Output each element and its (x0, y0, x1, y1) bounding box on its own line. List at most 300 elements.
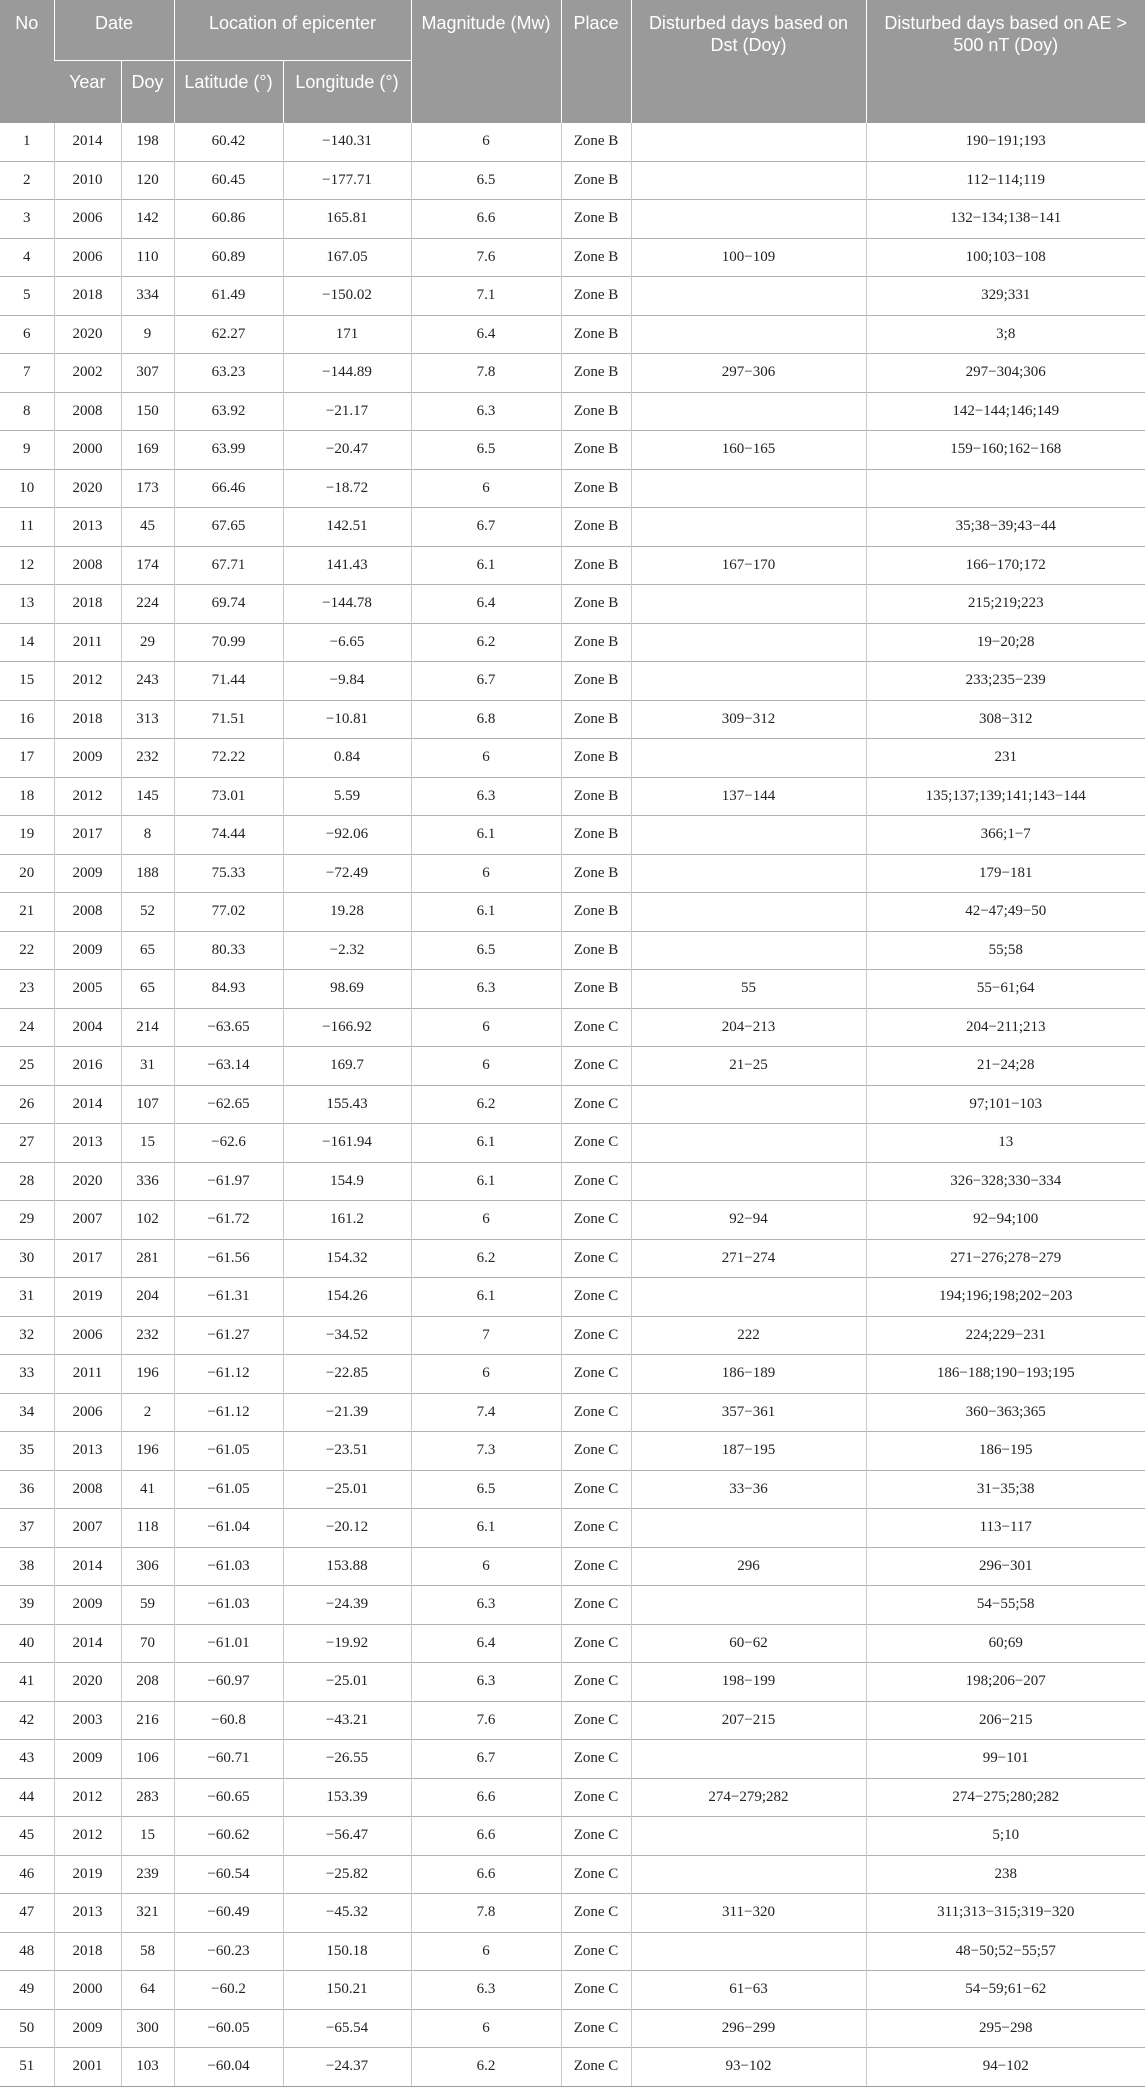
cell-longitude: 154.26 (283, 1278, 411, 1317)
cell-magnitude: 6.6 (411, 1855, 561, 1894)
cell-magnitude: 6.6 (411, 1817, 561, 1856)
cell-dst-days (631, 1586, 866, 1625)
cell-latitude: 60.86 (174, 200, 283, 239)
header-no: No (0, 0, 54, 123)
cell-dst-days: 222 (631, 1316, 866, 1355)
cell-ae-days: 204−211;213 (866, 1008, 1145, 1047)
cell-ae-days: 92−94;100 (866, 1201, 1145, 1240)
cell-longitude: 142.51 (283, 508, 411, 547)
cell-no: 41 (0, 1663, 54, 1702)
cell-latitude: 70.99 (174, 623, 283, 662)
cell-place: Zone C (561, 1278, 631, 1317)
cell-place: Zone B (561, 585, 631, 624)
cell-no: 4 (0, 238, 54, 277)
cell-longitude: −18.72 (283, 469, 411, 508)
cell-doy: 15 (121, 1817, 174, 1856)
cell-dst-days: 160−165 (631, 431, 866, 470)
cell-dst-days (631, 1278, 866, 1317)
table-row (0, 1355, 1145, 1394)
cell-place: Zone C (561, 1817, 631, 1856)
cell-doy: 9 (121, 315, 174, 354)
cell-no: 50 (0, 2009, 54, 2048)
cell-doy: 103 (121, 2048, 174, 2087)
cell-place: Zone B (561, 546, 631, 585)
cell-latitude: −61.56 (174, 1239, 283, 1278)
cell-magnitude: 6.3 (411, 1971, 561, 2010)
cell-dst-days (631, 1509, 866, 1548)
cell-no: 1 (23, 133, 31, 150)
table-header (0, 0, 1145, 123)
cell-no: 19 (0, 816, 54, 855)
cell-latitude: 72.22 (174, 739, 283, 778)
cell-magnitude: 6 (411, 739, 561, 778)
cell-year: 2008 (54, 893, 121, 932)
cell-no: 21 (0, 893, 54, 932)
cell-ae-days: 238 (866, 1855, 1145, 1894)
cell-dst-days (631, 277, 866, 316)
cell-magnitude: 6.6 (411, 200, 561, 239)
cell-latitude: −60.05 (174, 2009, 283, 2048)
cell-doy: 169 (121, 431, 174, 470)
cell-place: Zone C (561, 1355, 631, 1394)
cell-magnitude: 6 (411, 1008, 561, 1047)
cell-no: 39 (0, 1586, 54, 1625)
cell-ae-days: 112−114;119 (866, 161, 1145, 200)
table-row (0, 662, 1145, 701)
cell-year: 2017 (54, 816, 121, 855)
cell-longitude: −10.81 (283, 700, 411, 739)
cell-longitude: −161.94 (283, 1124, 411, 1163)
cell-latitude: 80.33 (174, 931, 283, 970)
cell-magnitude: 6.4 (411, 585, 561, 624)
cell-doy: 196 (121, 1355, 174, 1394)
cell-year: 2003 (54, 1701, 121, 1740)
cell-doy: 106 (121, 1740, 174, 1779)
cell-year: 2014 (54, 123, 121, 161)
table-row (0, 700, 1145, 739)
cell-no: 23 (0, 970, 54, 1009)
cell-dst-days (631, 854, 866, 893)
cell-doy: 59 (121, 1586, 174, 1625)
cell-year: 2018 (54, 700, 121, 739)
cell-year: 2013 (54, 1894, 121, 1933)
table-row (0, 161, 1145, 200)
cell-place: Zone B (561, 238, 631, 277)
cell-magnitude: 6.1 (411, 1278, 561, 1317)
cell-no: 37 (0, 1509, 54, 1548)
cell-ae-days: 190−191;193 (866, 123, 1145, 161)
cell-doy: 243 (121, 662, 174, 701)
cell-longitude: 171 (283, 315, 411, 354)
cell-year: 2013 (54, 1124, 121, 1163)
cell-longitude: 98.69 (283, 970, 411, 1009)
table-row (0, 623, 1145, 662)
cell-dst-days (631, 1162, 866, 1201)
cell-ae-days: 31−35;38 (866, 1470, 1145, 1509)
cell-place: Zone B (561, 200, 631, 239)
cell-place: Zone B (561, 970, 631, 1009)
table-row (0, 1278, 1145, 1317)
table-row (0, 469, 1145, 508)
cell-ae-days: 19−20;28 (866, 623, 1145, 662)
cell-no: 44 (0, 1778, 54, 1817)
cell-dst-days: 198−199 (631, 1663, 866, 1702)
cell-longitude: −20.47 (283, 431, 411, 470)
cell-latitude: −61.03 (174, 1586, 283, 1625)
cell-year: 2018 (54, 585, 121, 624)
cell-latitude: 60.89 (174, 238, 283, 277)
cell-no: 35 (0, 1432, 54, 1471)
cell-ae-days: 326−328;330−334 (866, 1162, 1145, 1201)
cell-latitude: −62.6 (174, 1124, 283, 1163)
cell-latitude: −61.27 (174, 1316, 283, 1355)
cell-latitude: −61.03 (174, 1547, 283, 1586)
cell-doy: 64 (121, 1971, 174, 2010)
cell-no: 17 (0, 739, 54, 778)
cell-doy: 196 (121, 1432, 174, 1471)
cell-magnitude: 7.8 (411, 354, 561, 393)
cell-dst-days (631, 739, 866, 778)
cell-longitude: 165.81 (283, 200, 411, 239)
cell-magnitude: 6.1 (411, 546, 561, 585)
cell-magnitude: 6.5 (411, 161, 561, 200)
cell-dst-days: 271−274 (631, 1239, 866, 1278)
cell-doy: 145 (121, 777, 174, 816)
cell-dst-days (631, 1817, 866, 1856)
table-row (0, 1201, 1145, 1240)
table-row (0, 1509, 1145, 1548)
cell-no: 11 (0, 508, 54, 547)
header-longitude: Longitude (°) (283, 61, 411, 124)
cell-place: Zone C (561, 1586, 631, 1625)
cell-longitude: −43.21 (283, 1701, 411, 1740)
cell-longitude: 161.2 (283, 1201, 411, 1240)
cell-doy: 15 (121, 1124, 174, 1163)
cell-longitude: −21.17 (283, 392, 411, 431)
cell-doy: 65 (121, 931, 174, 970)
cell-latitude: −61.05 (174, 1432, 283, 1471)
cell-place: Zone C (561, 2048, 631, 2087)
cell-longitude: 154.32 (283, 1239, 411, 1278)
cell-longitude: 154.9 (283, 1162, 411, 1201)
cell-ae-days: 159−160;162−168 (866, 431, 1145, 470)
cell-longitude: −22.85 (283, 1355, 411, 1394)
cell-latitude: −63.14 (174, 1047, 283, 1086)
header-dst: Disturbed days based on Dst (Doy) (631, 0, 866, 123)
cell-doy: 204 (121, 1278, 174, 1317)
cell-no: 28 (0, 1162, 54, 1201)
cell-dst-days: 33−36 (631, 1470, 866, 1509)
cell-place: Zone C (561, 1432, 631, 1471)
cell-place: Zone C (561, 1701, 631, 1740)
cell-ae-days: 215;219;223 (866, 585, 1145, 624)
cell-latitude: 69.74 (174, 585, 283, 624)
header-ae: Disturbed days based on AE > 500 nT (Doy) (866, 0, 1145, 123)
cell-ae-days: 186−195 (866, 1432, 1145, 1471)
cell-magnitude: 6.3 (411, 777, 561, 816)
cell-place: Zone B (561, 816, 631, 855)
cell-dst-days: 92−94 (631, 1201, 866, 1240)
table-row (0, 1701, 1145, 1740)
cell-year: 2009 (54, 1740, 121, 1779)
cell-year: 2018 (54, 1932, 121, 1971)
cell-doy: 110 (121, 238, 174, 277)
cell-magnitude: 7.4 (411, 1393, 561, 1432)
cell-latitude: 75.33 (174, 854, 283, 893)
cell-year: 2008 (54, 392, 121, 431)
cell-dst-days (631, 200, 866, 239)
cell-place: Zone B (561, 931, 631, 970)
cell-place: Zone B (561, 739, 631, 778)
cell-magnitude: 6.7 (411, 1740, 561, 1779)
cell-magnitude: 6.5 (411, 431, 561, 470)
cell-magnitude: 7.6 (411, 1701, 561, 1740)
cell-dst-days (631, 1932, 866, 1971)
cell-ae-days: 360−363;365 (866, 1393, 1145, 1432)
cell-magnitude: 7.8 (411, 1894, 561, 1933)
cell-doy: 306 (121, 1547, 174, 1586)
cell-latitude: −61.04 (174, 1509, 283, 1548)
table-row (0, 1971, 1145, 2010)
cell-place: Zone C (561, 1663, 631, 1702)
cell-latitude: 71.51 (174, 700, 283, 739)
cell-year: 2006 (54, 238, 121, 277)
cell-magnitude: 6 (411, 1047, 561, 1086)
cell-longitude: −144.89 (283, 354, 411, 393)
cell-longitude: 155.43 (283, 1085, 411, 1124)
cell-year: 2004 (54, 1008, 121, 1047)
cell-ae-days: 3;8 (866, 315, 1145, 354)
cell-doy: 313 (121, 700, 174, 739)
cell-ae-days: 94−102 (866, 2048, 1145, 2087)
cell-no: 8 (0, 392, 54, 431)
header-year: Year (54, 61, 121, 124)
cell-doy: 216 (121, 1701, 174, 1740)
cell-year: 2020 (54, 1663, 121, 1702)
cell-longitude: −45.32 (283, 1894, 411, 1933)
cell-latitude: −60.49 (174, 1894, 283, 1933)
table-row (0, 1316, 1145, 1355)
table-row (0, 816, 1145, 855)
cell-place: Zone C (561, 1894, 631, 1933)
cell-latitude: 63.99 (174, 431, 283, 470)
cell-year: 2009 (54, 1586, 121, 1625)
table-row (0, 1586, 1145, 1625)
cell-longitude: −25.01 (283, 1663, 411, 1702)
cell-doy: 45 (121, 508, 174, 547)
cell-place: Zone C (561, 1547, 631, 1586)
table-row (0, 1624, 1145, 1663)
cell-ae-days: 186−188;190−193;195 (866, 1355, 1145, 1394)
cell-dst-days: 93−102 (631, 2048, 866, 2087)
cell-year: 2006 (54, 200, 121, 239)
cell-year: 2018 (54, 277, 121, 316)
cell-latitude: −61.31 (174, 1278, 283, 1317)
cell-dst-days: 61−63 (631, 1971, 866, 2010)
cell-year: 2008 (54, 546, 121, 585)
table-row (0, 1393, 1145, 1432)
cell-ae-days: 55−61;64 (866, 970, 1145, 1009)
table-row (0, 431, 1145, 470)
cell-longitude: 153.39 (283, 1778, 411, 1817)
cell-magnitude: 7.1 (411, 277, 561, 316)
cell-doy: 283 (121, 1778, 174, 1817)
cell-latitude: −60.04 (174, 2048, 283, 2087)
table-row (0, 392, 1145, 431)
cell-year: 2005 (54, 970, 121, 1009)
cell-longitude: −65.54 (283, 2009, 411, 2048)
cell-doy: 8 (121, 816, 174, 855)
cell-longitude: −92.06 (283, 816, 411, 855)
cell-longitude: −26.55 (283, 1740, 411, 1779)
cell-place: Zone C (561, 1047, 631, 1086)
cell-place: Zone B (561, 161, 631, 200)
header-place: Place (561, 0, 631, 123)
cell-magnitude: 6 (411, 123, 561, 161)
cell-place: Zone C (561, 1201, 631, 1240)
cell-magnitude: 6.1 (411, 816, 561, 855)
cell-year: 2012 (54, 777, 121, 816)
cell-ae-days: 142−144;146;149 (866, 392, 1145, 431)
cell-dst-days (631, 893, 866, 932)
cell-year: 2017 (54, 1239, 121, 1278)
cell-magnitude: 6.8 (411, 700, 561, 739)
cell-dst-days: 297−306 (631, 354, 866, 393)
cell-year: 2001 (54, 2048, 121, 2087)
cell-no: 47 (0, 1894, 54, 1933)
cell-longitude: 150.21 (283, 1971, 411, 2010)
cell-ae-days: 132−134;138−141 (866, 200, 1145, 239)
cell-longitude: −25.82 (283, 1855, 411, 1894)
table-row (0, 1124, 1145, 1163)
cell-ae-days: 179−181 (866, 854, 1145, 893)
table-row (0, 1932, 1145, 1971)
cell-dst-days (631, 469, 866, 508)
cell-latitude: −60.97 (174, 1663, 283, 1702)
cell-no: 10 (0, 469, 54, 508)
cell-longitude: 167.05 (283, 238, 411, 277)
cell-latitude: 67.65 (174, 508, 283, 547)
table-row (0, 1047, 1145, 1086)
cell-year: 2019 (54, 1278, 121, 1317)
cell-dst-days (631, 1740, 866, 1779)
cell-doy: 208 (121, 1663, 174, 1702)
cell-place: Zone B (561, 469, 631, 508)
cell-no: 6 (0, 315, 54, 354)
cell-year: 2008 (54, 1470, 121, 1509)
cell-place: Zone C (561, 1778, 631, 1817)
cell-doy: 29 (121, 623, 174, 662)
cell-ae-days: 135;137;139;141;143−144 (866, 777, 1145, 816)
cell-magnitude: 6.6 (411, 1778, 561, 1817)
cell-place: Zone C (561, 1624, 631, 1663)
table-row (0, 931, 1145, 970)
cell-place: Zone C (561, 1509, 631, 1548)
cell-longitude: 0.84 (283, 739, 411, 778)
cell-doy: 232 (121, 739, 174, 778)
cell-dst-days: 274−279;282 (631, 1778, 866, 1817)
cell-latitude: 60.45 (174, 161, 283, 200)
cell-longitude: −24.39 (283, 1586, 411, 1625)
cell-latitude: −61.12 (174, 1393, 283, 1432)
cell-place: Zone C (561, 1470, 631, 1509)
cell-no: 9 (0, 431, 54, 470)
cell-doy: 198 (121, 123, 174, 161)
cell-year: 2010 (54, 161, 121, 200)
cell-magnitude: 6.3 (411, 1586, 561, 1625)
cell-year: 2009 (54, 739, 121, 778)
table-row (0, 2048, 1145, 2087)
cell-dst-days (631, 816, 866, 855)
cell-latitude: 60.42 (174, 123, 283, 161)
cell-ae-days: 48−50;52−55;57 (866, 1932, 1145, 1971)
cell-latitude: −63.65 (174, 1008, 283, 1047)
cell-magnitude: 6 (411, 2009, 561, 2048)
cell-no: 29 (0, 1201, 54, 1240)
cell-longitude: −24.37 (283, 2048, 411, 2087)
cell-dst-days (631, 123, 866, 161)
table-row (0, 1817, 1145, 1856)
cell-magnitude: 6 (411, 1932, 561, 1971)
cell-place: Zone C (561, 1971, 631, 2010)
cell-magnitude: 6.3 (411, 392, 561, 431)
cell-year: 2012 (54, 1778, 121, 1817)
cell-no: 3 (0, 200, 54, 239)
cell-latitude: −60.54 (174, 1855, 283, 1894)
cell-no: 25 (0, 1047, 54, 1086)
cell-no: 51 (0, 2048, 54, 2087)
table-row (0, 1008, 1145, 1047)
cell-magnitude: 6.7 (411, 662, 561, 701)
cell-year: 2000 (54, 431, 121, 470)
cell-dst-days (631, 1124, 866, 1163)
cell-latitude: −62.65 (174, 1085, 283, 1124)
cell-place: Zone B (561, 123, 631, 161)
cell-place: Zone B (561, 893, 631, 932)
cell-latitude: 63.23 (174, 354, 283, 393)
cell-dst-days (631, 392, 866, 431)
cell-magnitude: 6.2 (411, 1239, 561, 1278)
cell-doy: 52 (121, 893, 174, 932)
cell-dst-days: 204−213 (631, 1008, 866, 1047)
cell-ae-days: 42−47;49−50 (866, 893, 1145, 932)
cell-year: 2002 (54, 354, 121, 393)
cell-doy: 58 (121, 1932, 174, 1971)
cell-doy: 214 (121, 1008, 174, 1047)
cell-latitude: −60.23 (174, 1932, 283, 1971)
cell-no: 49 (0, 1971, 54, 2010)
cell-longitude: −19.92 (283, 1624, 411, 1663)
cell-place: Zone C (561, 1393, 631, 1432)
cell-latitude: 73.01 (174, 777, 283, 816)
cell-magnitude: 6 (411, 1201, 561, 1240)
table-row (0, 123, 1145, 161)
cell-ae-days: 60;69 (866, 1624, 1145, 1663)
table-row (0, 893, 1145, 932)
cell-place: Zone B (561, 508, 631, 547)
cell-doy: 31 (121, 1047, 174, 1086)
cell-doy: 239 (121, 1855, 174, 1894)
cell-dst-days (631, 623, 866, 662)
cell-magnitude: 6.1 (411, 1124, 561, 1163)
cell-no: 31 (0, 1278, 54, 1317)
cell-ae-days: 113−117 (866, 1509, 1145, 1548)
cell-doy: 102 (121, 1201, 174, 1240)
cell-latitude: 74.44 (174, 816, 283, 855)
cell-ae-days (866, 469, 1145, 508)
cell-no: 13 (0, 585, 54, 624)
cell-longitude: −177.71 (283, 161, 411, 200)
